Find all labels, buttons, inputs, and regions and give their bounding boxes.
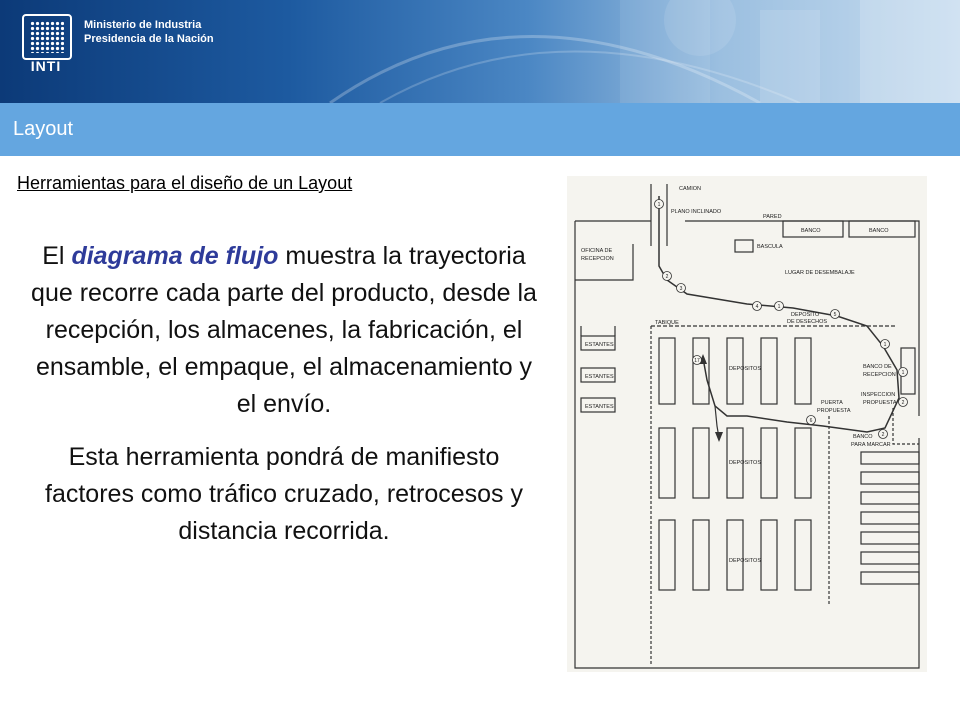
- header-banner: [0, 0, 960, 103]
- label-pared: PARED: [763, 214, 782, 220]
- label-deposito-1: DEPOSITO: [791, 312, 820, 318]
- step-marker: 1: [657, 202, 661, 208]
- slide-title-bar: [0, 103, 960, 156]
- label-inspeccion-2: PROPUESTA: [863, 400, 897, 406]
- header-decoration: [0, 0, 960, 103]
- label-puerta-1: PUERTA: [821, 400, 843, 406]
- flow-diagram-svg: [567, 176, 927, 672]
- label-puerta-2: PROPUESTA: [817, 408, 851, 414]
- paragraph-1: [24, 238, 544, 423]
- step-marker: 2: [901, 400, 905, 406]
- label-depositos-1: DEPOSITOS: [729, 366, 761, 372]
- step-marker: 4: [755, 304, 759, 310]
- label-banco-2: BANCO: [869, 228, 889, 234]
- inti-logo-text: INTI: [30, 58, 62, 74]
- label-plano-inclinado: PLANO INCLINADO: [671, 209, 722, 215]
- body-text: [24, 238, 544, 550]
- label-tabique: TABIQUE: [655, 320, 679, 326]
- label-banco-recepcion-1: BANCO DE: [863, 364, 892, 370]
- ministry-line-1: Ministerio de Industria: [84, 19, 202, 31]
- ministry-text: [84, 18, 214, 46]
- label-depositos-3: DEPOSITOS: [729, 558, 761, 564]
- ministry-line-2: Presidencia de la Nación: [84, 33, 214, 45]
- label-bascula: BASCULA: [757, 244, 783, 250]
- label-oficina-2: RECEPCION: [581, 256, 614, 262]
- step-marker: 3: [679, 286, 683, 292]
- flow-diagram: [567, 176, 927, 672]
- step-marker: 1: [883, 342, 887, 348]
- label-banco-marcar-2: PARA MARCAR: [851, 442, 891, 448]
- label-oficina-1: OFICINA DE: [581, 248, 613, 254]
- label-inspeccion-1: INSPECCION: [861, 392, 896, 398]
- highlight-term: diagrama de flujo: [71, 242, 279, 270]
- label-deposito-2: DE DESECHOS: [787, 319, 828, 325]
- label-estantes-1: ESTANTES: [585, 342, 614, 348]
- slide-subtitle: Herramientas para el diseño de un Layout: [17, 173, 353, 193]
- label-estantes-3: ESTANTES: [585, 404, 614, 410]
- step-marker: 17: [694, 358, 700, 364]
- label-banco-1: BANCO: [801, 228, 821, 234]
- paragraph-1-start: El: [42, 242, 72, 270]
- step-marker: 1: [901, 370, 905, 376]
- label-banco-marcar-1: BANCO: [853, 434, 873, 440]
- step-marker: 1: [777, 304, 781, 310]
- step-marker: 5: [833, 312, 837, 318]
- label-camion: CAMION: [679, 186, 701, 192]
- paragraph-2: Esta herramienta pondrá de manifiesto factores como tráfico cruzado, retrocesos y distancia recorrida.: [45, 443, 523, 545]
- label-estantes-2: ESTANTES: [585, 374, 614, 380]
- label-desembalaje: LUGAR DE DESEMBALAJE: [785, 270, 855, 276]
- label-banco-recepcion-2: RECEPCION: [863, 372, 896, 378]
- step-marker: 2: [665, 274, 669, 280]
- inti-logo-icon: [22, 14, 72, 60]
- step-marker: 2: [881, 432, 885, 438]
- label-depositos-2: DEPOSITOS: [729, 460, 761, 466]
- slide-title: Layout: [13, 118, 74, 140]
- step-marker: 6: [809, 418, 813, 424]
- paragraph-1-end: muestra la trayectoria que recorre cada parte del producto, desde la recepción, los almacenes, la fabricación, el ensamble, el empaque, el almacenamiento y el envío.: [31, 242, 537, 418]
